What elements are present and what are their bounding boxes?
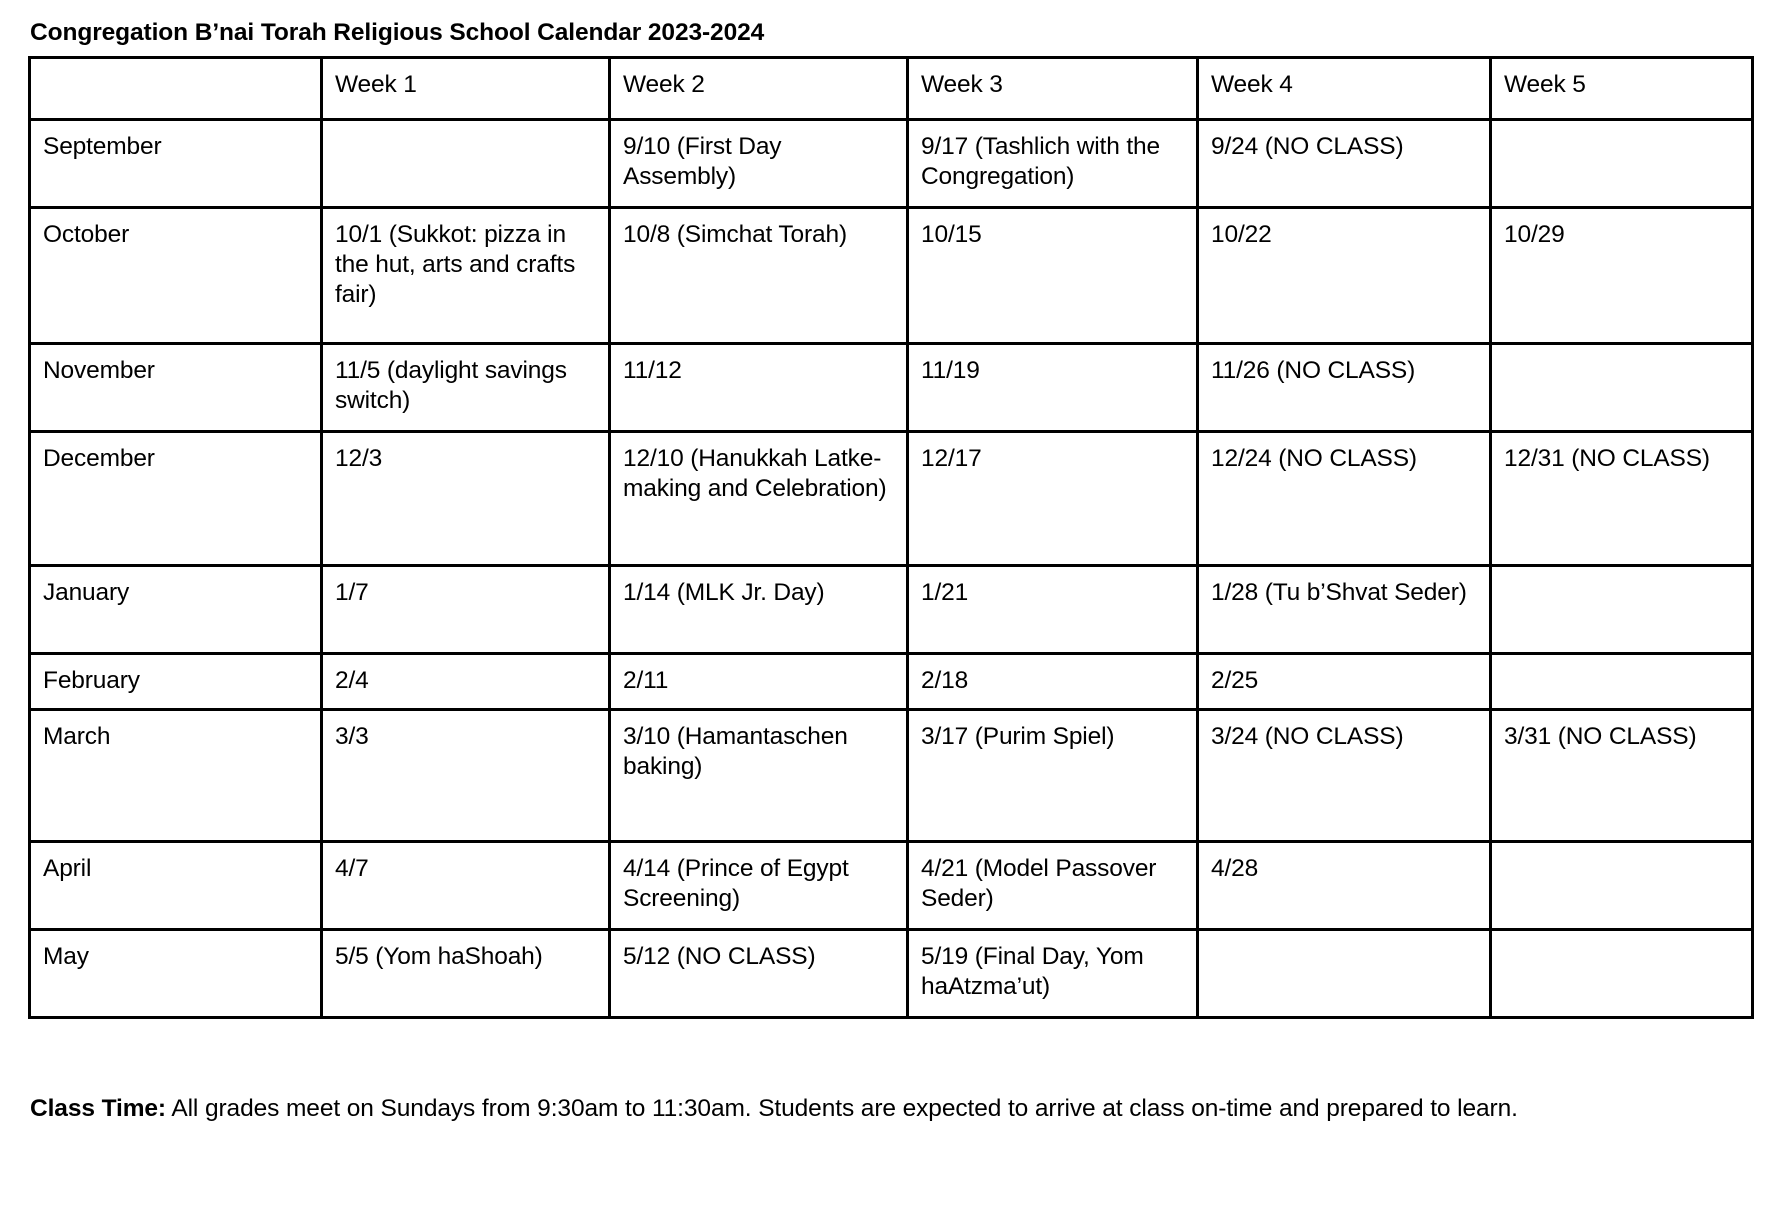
cell-april-week-5 [1491, 842, 1753, 930]
cell-september-week-3: 9/17 (Tashlich with the Congregation) [908, 120, 1198, 208]
column-header-week-5: Week 5 [1491, 58, 1753, 120]
table-row [30, 654, 1753, 710]
cell-april-week-1: 4/7 [322, 842, 610, 930]
cell-february-week-5 [1491, 654, 1753, 710]
table-row [30, 566, 1753, 654]
cell-march-week-5: 3/31 (NO CLASS) [1491, 710, 1753, 842]
cell-november-week-2: 11/12 [610, 344, 908, 432]
class-time-label: Class Time: [30, 1095, 166, 1123]
cell-april-week-3: 4/21 (Model Passover Seder) [908, 842, 1198, 930]
row-header-september: September [30, 120, 322, 208]
cell-december-week-1: 12/3 [322, 432, 610, 566]
cell-march-week-2: 3/10 (Hamantaschen baking) [610, 710, 908, 842]
row-header-april: April [30, 842, 322, 930]
cell-october-week-4: 10/22 [1198, 208, 1491, 344]
table-header-row [30, 58, 1753, 120]
cell-november-week-5 [1491, 344, 1753, 432]
column-header-week-2: Week 2 [610, 58, 908, 120]
page-title: Congregation B’nai Torah Religious School Calendar 2023-2024 [30, 19, 765, 46]
cell-january-week-1: 1/7 [322, 566, 610, 654]
table-row [30, 930, 1753, 1018]
cell-september-week-4: 9/24 (NO CLASS) [1198, 120, 1491, 208]
table-row [30, 208, 1753, 344]
row-header-december: December [30, 432, 322, 566]
cell-october-week-5: 10/29 [1491, 208, 1753, 344]
cell-december-week-3: 12/17 [908, 432, 1198, 566]
column-header-week-3: Week 3 [908, 58, 1198, 120]
cell-march-week-1: 3/3 [322, 710, 610, 842]
table-row [30, 120, 1753, 208]
cell-november-week-4: 11/26 (NO CLASS) [1198, 344, 1491, 432]
row-header-january: January [30, 566, 322, 654]
table-row [30, 842, 1753, 930]
cell-january-week-5 [1491, 566, 1753, 654]
cell-september-week-1 [322, 120, 610, 208]
cell-november-week-3: 11/19 [908, 344, 1198, 432]
table-row [30, 344, 1753, 432]
cell-february-week-2: 2/11 [610, 654, 908, 710]
row-header-october: October [30, 208, 322, 344]
cell-october-week-2: 10/8 (Simchat Torah) [610, 208, 908, 344]
cell-december-week-4: 12/24 (NO CLASS) [1198, 432, 1491, 566]
cell-december-week-5: 12/31 (NO CLASS) [1491, 432, 1753, 566]
cell-october-week-3: 10/15 [908, 208, 1198, 344]
cell-january-week-4: 1/28 (Tu b’Shvat Seder) [1198, 566, 1491, 654]
cell-september-week-5 [1491, 120, 1753, 208]
cell-september-week-2: 9/10 (First Day Assembly) [610, 120, 908, 208]
row-header-march: March [30, 710, 322, 842]
cell-march-week-3: 3/17 (Purim Spiel) [908, 710, 1198, 842]
cell-january-week-2: 1/14 (MLK Jr. Day) [610, 566, 908, 654]
cell-october-week-1: 10/1 (Sukkot: pizza in the hut, arts and crafts fair) [322, 208, 610, 344]
cell-december-week-2: 12/10 (Hanukkah Latke-making and Celebration) [610, 432, 908, 566]
cell-march-week-4: 3/24 (NO CLASS) [1198, 710, 1491, 842]
cell-february-week-1: 2/4 [322, 654, 610, 710]
row-header-february: February [30, 654, 322, 710]
school-calendar-table [28, 56, 1754, 1019]
cell-may-week-4 [1198, 930, 1491, 1018]
cell-may-week-3: 5/19 (Final Day, Yom haAtzma’ut) [908, 930, 1198, 1018]
table-row [30, 710, 1753, 842]
row-header-november: November [30, 344, 322, 432]
cell-november-week-1: 11/5 (daylight savings switch) [322, 344, 610, 432]
column-header-week-1: Week 1 [322, 58, 610, 120]
table-corner-cell [30, 58, 322, 120]
table-row [30, 432, 1753, 566]
class-time-note [30, 1091, 1746, 1127]
column-header-week-4: Week 4 [1198, 58, 1491, 120]
row-header-may: May [30, 930, 322, 1018]
cell-april-week-4: 4/28 [1198, 842, 1491, 930]
cell-january-week-3: 1/21 [908, 566, 1198, 654]
cell-february-week-3: 2/18 [908, 654, 1198, 710]
cell-february-week-4: 2/25 [1198, 654, 1491, 710]
class-time-text: All grades meet on Sundays from 9:30am to 11:30am. Students are expected to arrive at class on-time and prepared to learn. [165, 1095, 1518, 1123]
cell-april-week-2: 4/14 (Prince of Egypt Screening) [610, 842, 908, 930]
cell-may-week-2: 5/12 (NO CLASS) [610, 930, 908, 1018]
cell-may-week-1: 5/5 (Yom haShoah) [322, 930, 610, 1018]
cell-may-week-5 [1491, 930, 1753, 1018]
